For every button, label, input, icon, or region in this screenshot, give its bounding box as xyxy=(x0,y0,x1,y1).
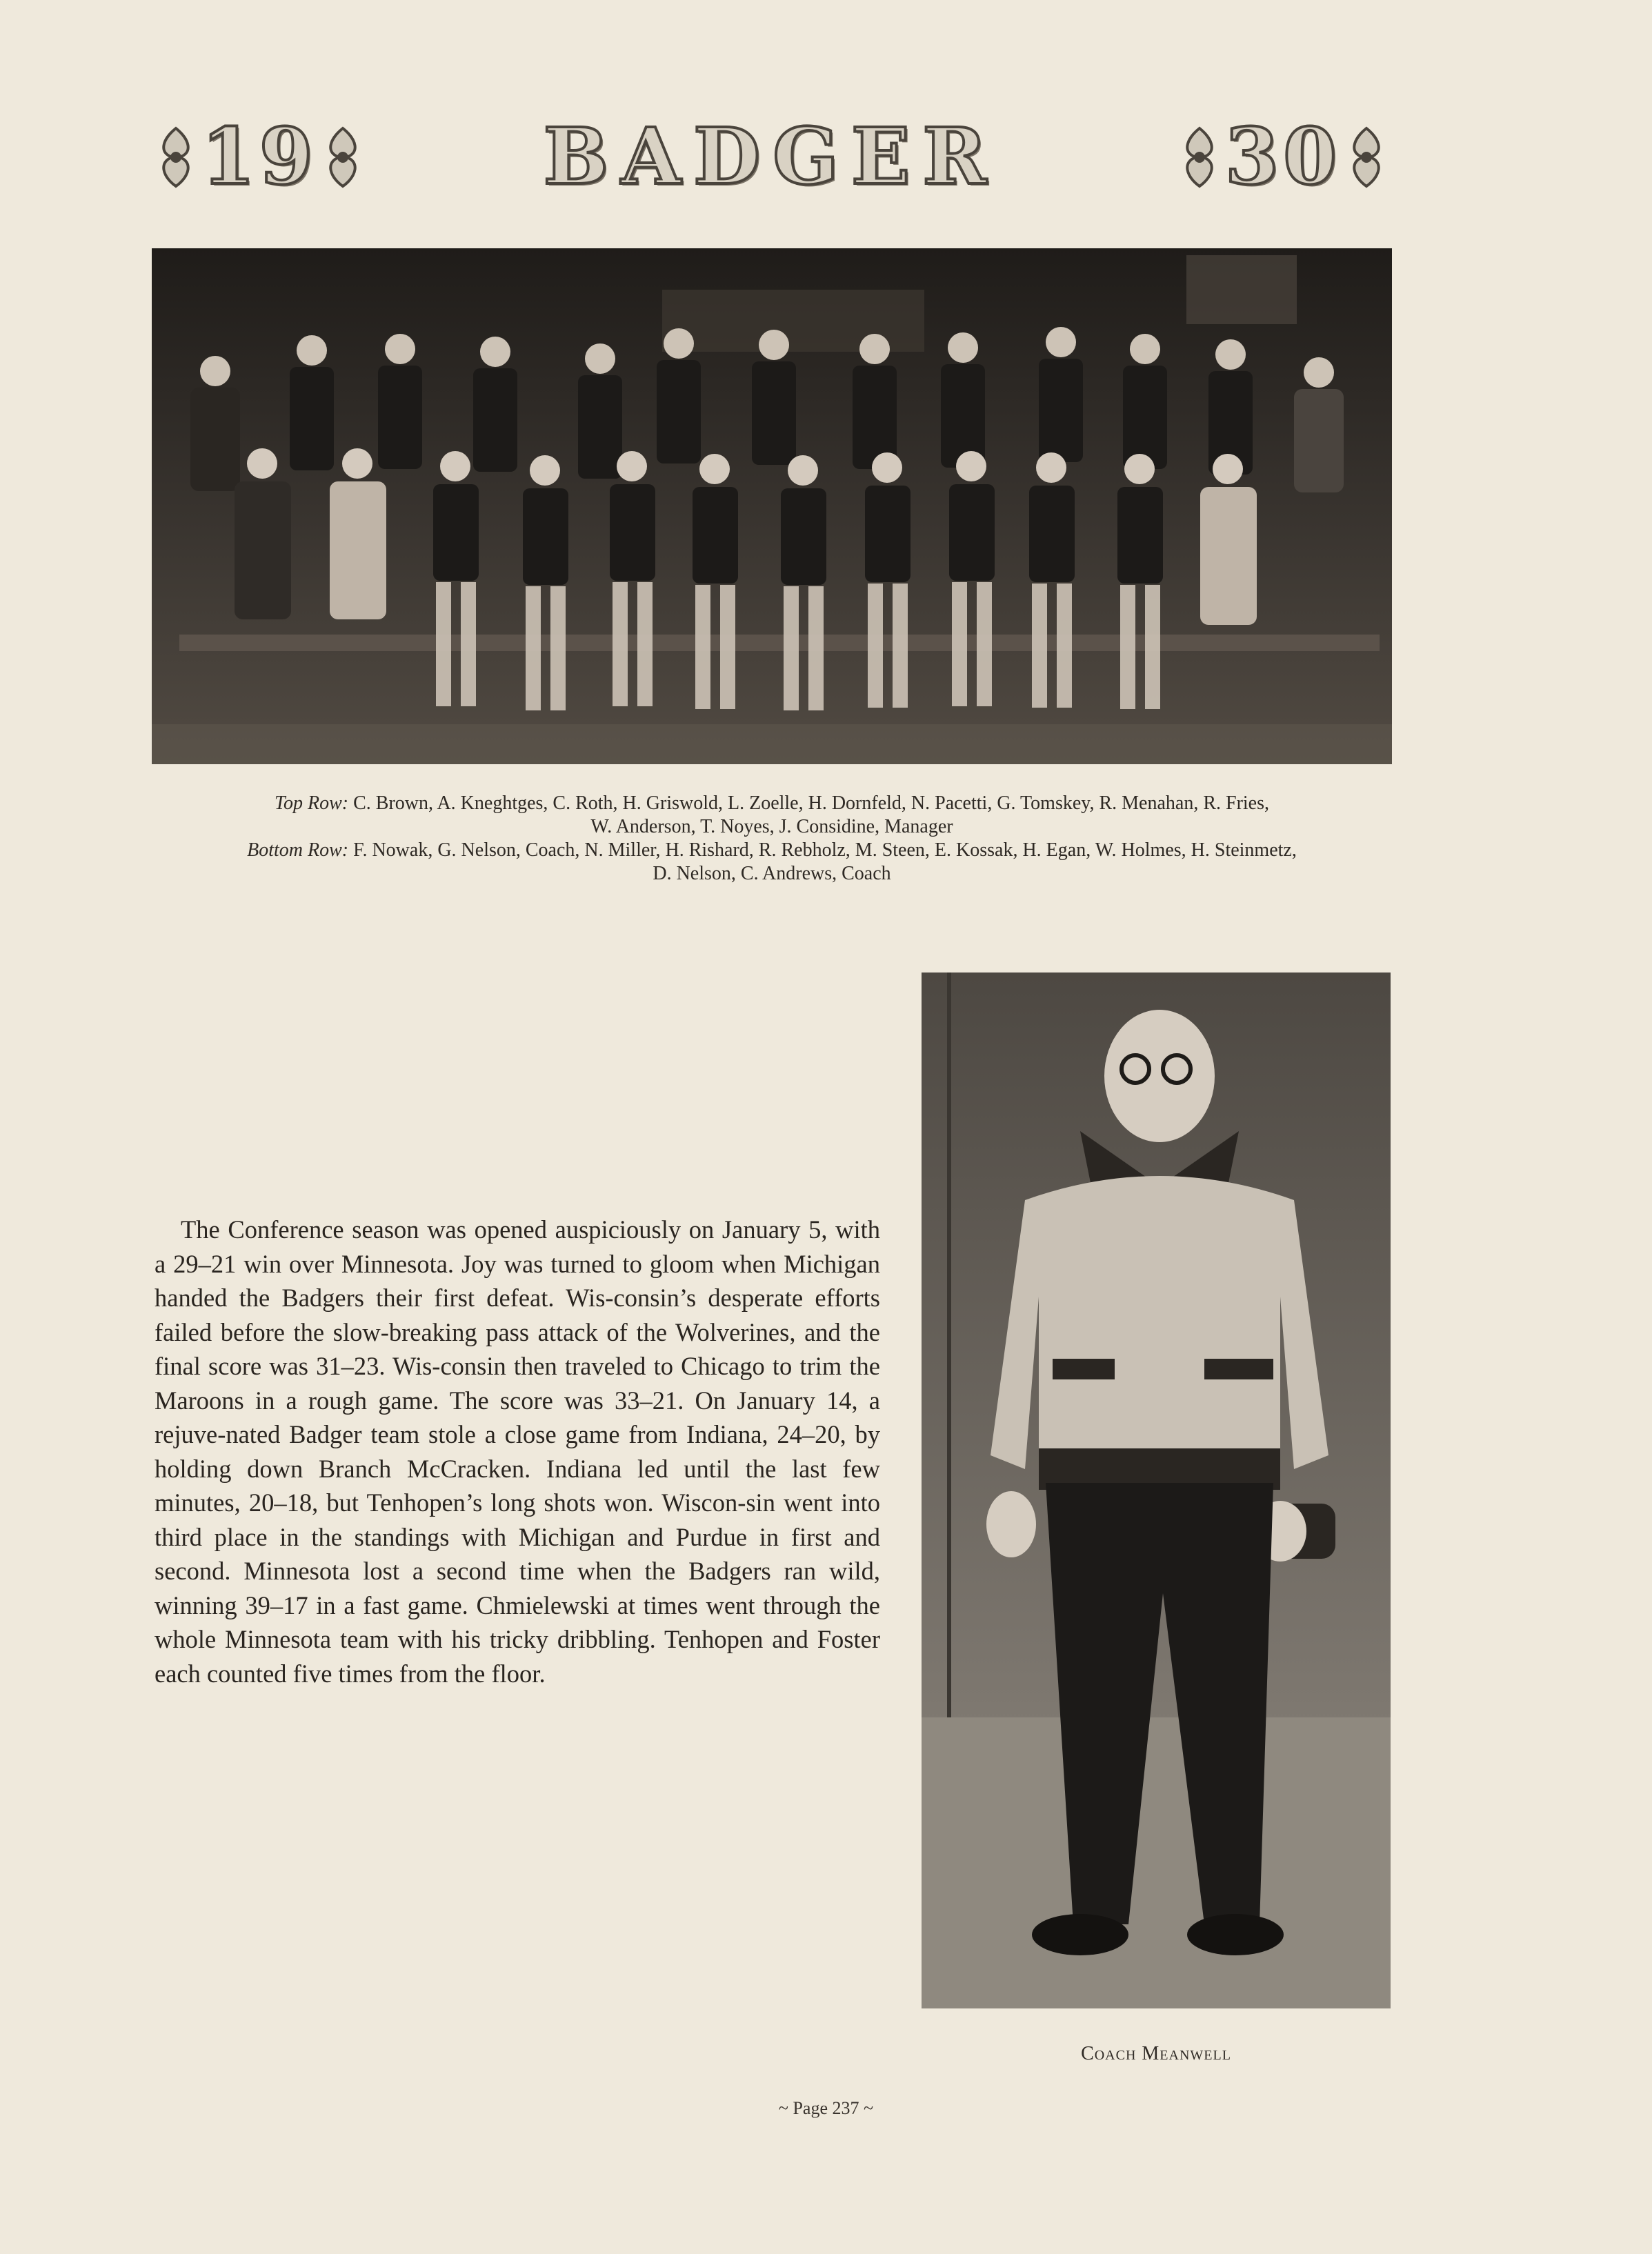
top-row-names-continued: W. Anderson, T. Noyes, J. Considine, Manager xyxy=(590,816,953,837)
top-row-label: Top Row: xyxy=(274,792,349,814)
masthead-title: BADGER xyxy=(543,112,999,202)
masthead-year-right: 30 xyxy=(1225,112,1341,202)
caption-top-row xyxy=(149,792,1395,815)
coach-caption: Coach Meanwell xyxy=(1081,2043,1231,2064)
top-row-names: C. Brown, A. Kneghtges, C. Roth, H. Griswold, L. Zoelle, H. Dornfeld, N. Pacetti, G. Tomskey, R. Menahan, R. Fries, xyxy=(353,792,1270,814)
masthead xyxy=(150,112,1392,202)
ornament-icon xyxy=(1341,124,1392,190)
team-photo xyxy=(152,248,1392,764)
masthead-year-left: 19 xyxy=(201,112,317,202)
bottom-row-label: Bottom Row: xyxy=(247,839,349,861)
team-caption xyxy=(149,792,1395,886)
bottom-row-names: F. Nowak, G. Nelson, Coach, N. Miller, H. Rishard, R. Rebholz, M. Steen, E. Kossak, H. Egan, W. Holmes, H. Steinmetz, xyxy=(353,839,1297,861)
ornament-icon xyxy=(317,124,368,190)
article-paragraph: The Conference season was opened auspiciously on January 5, with a 29–21 win over Minnesota. Joy was turned to gloom when Michigan handed the Badgers their first defeat. Wis-consin’s desperate efforts failed before the slow-breaking pass attack of the Wolverines, and the final score was 31–23. Wis-consin then traveled to Chicago to trim the Maroons in a rough game. The score was 33–21. On January 14, a rejuve-nated Badger team stole a close game from Indiana, 24–20, by holding down Branch McCracken. Indiana led until the last few minutes, 20–18, but Tenhopen’s long shots won. Wiscon-sin went into third place in the standings with Michigan and Purdue in first and second. Minnesota lost a second time when the Badgers ran wild, winning 39–17 in a fast game. Chmielewski at times went through the whole Minnesota team with his tricky dribbling. Tenhopen and Foster each counted five times from the floor. xyxy=(155,1215,880,1688)
page-number: ~ Page 237 ~ xyxy=(778,2098,874,2118)
caption-bottom-row xyxy=(149,839,1395,862)
ornament-icon xyxy=(1174,124,1225,190)
bottom-row-names-continued: D. Nelson, C. Andrews, Coach xyxy=(653,863,891,884)
coach-photo xyxy=(922,973,1391,2008)
ornament-icon xyxy=(150,124,201,190)
